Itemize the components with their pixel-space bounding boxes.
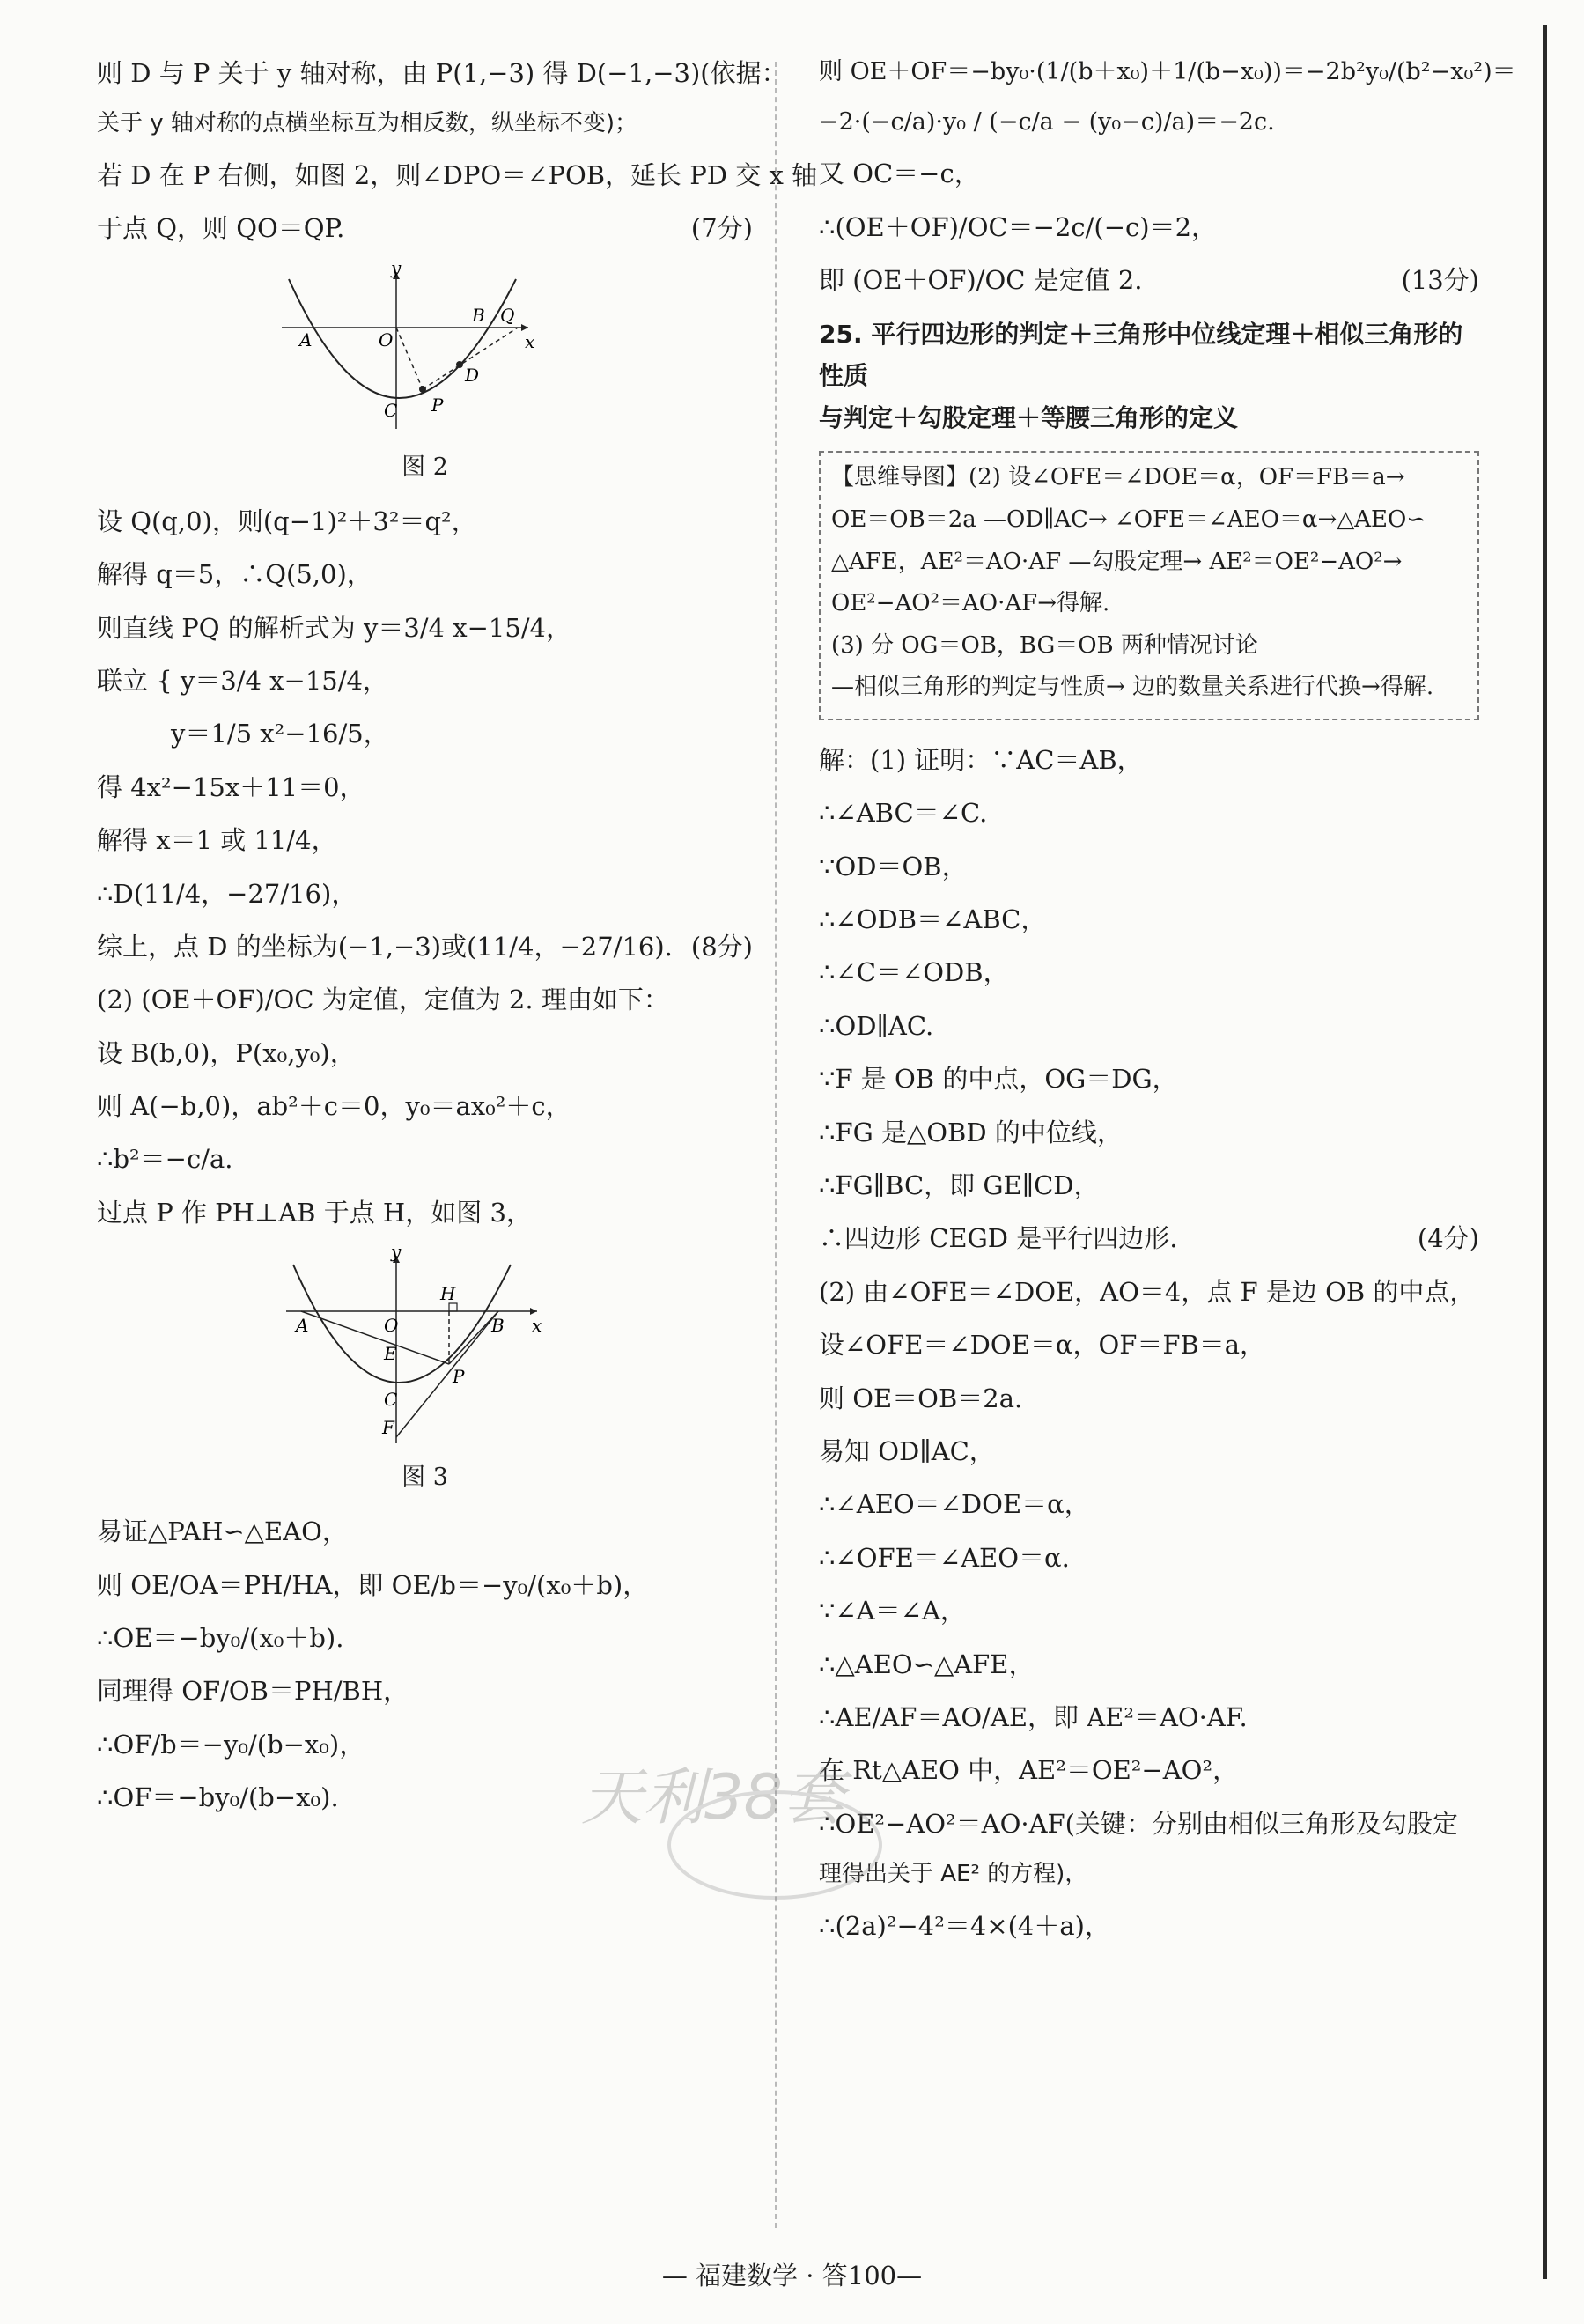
mind-map-line: (3) 分 OG＝OB，BG＝OB 两种情况讨论 <box>831 631 1258 659</box>
text-line: ∴∠ODB＝∠ABC， <box>819 904 1047 935</box>
statement: 于点 Q，则 QO＝QP. <box>97 213 345 244</box>
mind-map-line: OE＝OB＝2a —OD∥AC→ ∠OFE＝∠AEO＝α→△AEO∽ <box>831 505 1426 533</box>
text-line: ∴OF＝−by₀/(b−x₀). <box>97 1782 339 1813</box>
mind-map-line: 【思维导图】(2) 设∠OFE＝∠DOE＝α，OF＝FB＝a→ <box>831 464 1405 491</box>
statement: ∴四边形 CEGD 是平行四边形. <box>819 1223 1178 1254</box>
text-line: ∴∠C＝∠ODB， <box>819 957 1009 988</box>
figure-3 <box>97 1245 753 1492</box>
fig2-label: C <box>384 399 398 421</box>
text-line: 得 4x²−15x＋11＝0， <box>97 771 365 802</box>
fig3-label: A <box>296 1315 309 1337</box>
text-line: ∴D(11/4，−27/16)， <box>97 878 357 909</box>
text-line: 同理得 OF/OB＝PH/BH， <box>97 1676 409 1707</box>
left-column <box>97 53 818 1831</box>
text-line: ∴(2a)²−4²＝4×(4＋a)， <box>819 1910 1110 1941</box>
text-line: 联立 { y＝3/4 x−15/4， <box>97 665 388 696</box>
text-line: ∵F 是 OB 的中点，OG＝DG， <box>819 1064 1178 1095</box>
text-line: 解得 q＝5，∴Q(5,0)， <box>97 559 372 590</box>
text-line: 设 Q(q,0)，则(q−1)²＋3²＝q²， <box>97 505 477 536</box>
text-line: 理得出关于 AE² 的方程)， <box>819 1861 1088 1888</box>
text-line: 则 OE/OA＝PH/HA，即 OE/b＝−y₀/(x₀＋b)， <box>97 1569 649 1600</box>
fig3-label: H <box>440 1283 456 1305</box>
score-points: (4分) <box>1417 1223 1479 1254</box>
watermark-graphic <box>572 1748 942 1915</box>
question-25-header <box>819 314 1479 439</box>
text-line: 解：(1) 证明：∵AC＝AB， <box>819 744 1143 775</box>
page-footer: — 福建数学 · 答100— <box>661 2261 923 2291</box>
fig3-label: P <box>453 1366 465 1388</box>
text-line: ∴△AEO∽△AFE， <box>819 1649 1035 1679</box>
text-line: 在 Rt△AEO 中，AE²＝OE²−AO²， <box>819 1755 1239 1786</box>
text-line: 则 D 与 P 关于 y 轴对称，由 P(1,−3) 得 D(−1,−3)(依据： <box>97 58 787 88</box>
fig3-label: C <box>384 1389 398 1411</box>
text-line: ∴∠ABC＝∠C. <box>819 798 988 829</box>
text-line: ∴∠AEO＝∠DOE＝α， <box>819 1489 1090 1520</box>
text-line: 则 OE＋OF＝−by₀·(1/(b＋x₀)＋1/(b−x₀))＝−2b²y₀/(b²−x₀²)＝ <box>819 58 1516 85</box>
score-points: (8分) <box>690 931 753 962</box>
fig3-label: O <box>384 1315 399 1337</box>
text-line: ∴b²＝−c/a. <box>97 1144 233 1175</box>
text-line <box>97 208 753 248</box>
mind-map-box <box>819 451 1479 720</box>
mind-map-line: —相似三角形的判定与性质→ 边的数量关系进行代换→得解. <box>831 674 1434 701</box>
text-line: ∴∠OFE＝∠AEO＝α. <box>819 1542 1070 1573</box>
text-line: 易证△PAH∽△EAO， <box>97 1516 348 1547</box>
statement: 综上，点 D 的坐标为(−1,−3)或(11/4，−27/16). <box>97 931 673 962</box>
text-line <box>819 260 1479 300</box>
text-line: ∴OE＝−by₀/(x₀＋b). <box>97 1623 344 1654</box>
figure-2-graph <box>97 262 753 438</box>
fig2-label: D <box>465 364 480 386</box>
question-topics: 与判定＋勾股定理＋等腰三角形的定义 <box>819 402 1239 432</box>
text-line: 则直线 PQ 的解析式为 y＝3/4 x−15/4， <box>97 612 571 643</box>
statement: 即 (OE＋OF)/OC 是定值 2. <box>819 265 1143 296</box>
score-points: (13分) <box>1401 265 1479 296</box>
text-line: ∴OF/b＝−y₀/(b−x₀)， <box>97 1729 365 1760</box>
figure-3-graph <box>97 1245 753 1448</box>
text-line: 解得 x＝1 或 11/4， <box>97 825 337 856</box>
text-line: 则 OE＝OB＝2a. <box>819 1383 1023 1413</box>
text-line: 设∠OFE＝∠DOE＝α，OF＝FB＝a， <box>819 1330 1266 1361</box>
text-line: ∴FG 是△OBD 的中位线， <box>819 1117 1123 1147</box>
text-line: 则 A(−b,0)，ab²＋c＝0，y₀＝ax₀²＋c， <box>97 1091 571 1122</box>
text-line: ∵OD＝OB， <box>819 851 968 882</box>
text-line: 设 B(b,0)，P(x₀,y₀)， <box>97 1037 356 1068</box>
fig2-label: B <box>472 304 485 326</box>
text-line <box>97 926 753 967</box>
figure-2 <box>97 262 753 482</box>
score-points: (7分) <box>690 213 753 244</box>
fig3-label: E <box>384 1343 397 1365</box>
watermark-logo <box>572 1748 942 1919</box>
fig3-label: x <box>532 1315 542 1337</box>
text-line: (2) 由∠OFE＝∠DOE，AO＝4，点 F 是边 OB 的中点， <box>819 1276 1476 1307</box>
text-line: ∵∠A＝∠A， <box>819 1596 966 1627</box>
right-column <box>819 53 1516 1959</box>
fig2-label: y <box>391 261 402 278</box>
fig2-label: x <box>525 330 535 352</box>
text-line: 若 D 在 P 右侧，如图 2，则∠DPO＝∠POB，延长 PD 交 x 轴 <box>97 159 818 190</box>
page-edge-line <box>1543 25 1547 2279</box>
figure-caption: 图 3 <box>402 1464 448 1492</box>
text-line: 又 OC＝−c， <box>819 159 980 189</box>
text-line: −2·(−c/a)·y₀ / (−c/a − (y₀−c)/a)＝−2c. <box>819 108 1275 136</box>
fig2-label: Q <box>500 304 515 326</box>
fig2-label: P <box>431 394 444 416</box>
text-line: 关于 y 轴对称的点横坐标互为相反数，纵坐标不变)； <box>97 110 638 137</box>
text-line: ∴FG∥BC，即 GE∥CD， <box>819 1170 1100 1201</box>
text-line: ∴OD∥AC. <box>819 1010 934 1041</box>
text-line: 易知 OD∥AC， <box>819 1435 995 1466</box>
watermark-text: 天利38套 <box>581 1761 845 1833</box>
mind-map-line: OE²−AO²＝AO·AF→得解. <box>831 590 1110 617</box>
text-line: ∴OE²−AO²＝AO·AF(关键：分别由相似三角形及勾股定 <box>819 1808 1458 1839</box>
text-line: ∴AE/AF＝AO/AE，即 AE²＝AO·AF. <box>819 1701 1248 1732</box>
fig2-label: A <box>299 328 313 350</box>
text-line: 过点 P 作 PH⊥AB 于点 H，如图 3， <box>97 1197 532 1228</box>
text-line <box>819 1218 1479 1258</box>
fig3-label: F <box>382 1417 394 1439</box>
text-line: ∴(OE＋OF)/OC＝−2c/(−c)＝2， <box>819 211 1218 242</box>
fig3-label: B <box>491 1315 505 1337</box>
fig3-label: y <box>391 1245 402 1263</box>
mind-map-line: △AFE，AE²＝AO·AF —勾股定理→ AE²＝OE²−AO²→ <box>831 548 1403 575</box>
question-number: 25. <box>819 319 863 349</box>
text-line: y＝1/5 x²−16/5， <box>171 719 389 749</box>
figure-caption: 图 2 <box>402 453 448 481</box>
question-topics: 平行四边形的判定＋三角形中位线定理＋相似三角形的性质 <box>819 319 1463 391</box>
fig2-label: O <box>379 328 394 350</box>
text-line: (2) (OE＋OF)/OC 为定值，定值为 2. 理由如下： <box>97 985 669 1015</box>
